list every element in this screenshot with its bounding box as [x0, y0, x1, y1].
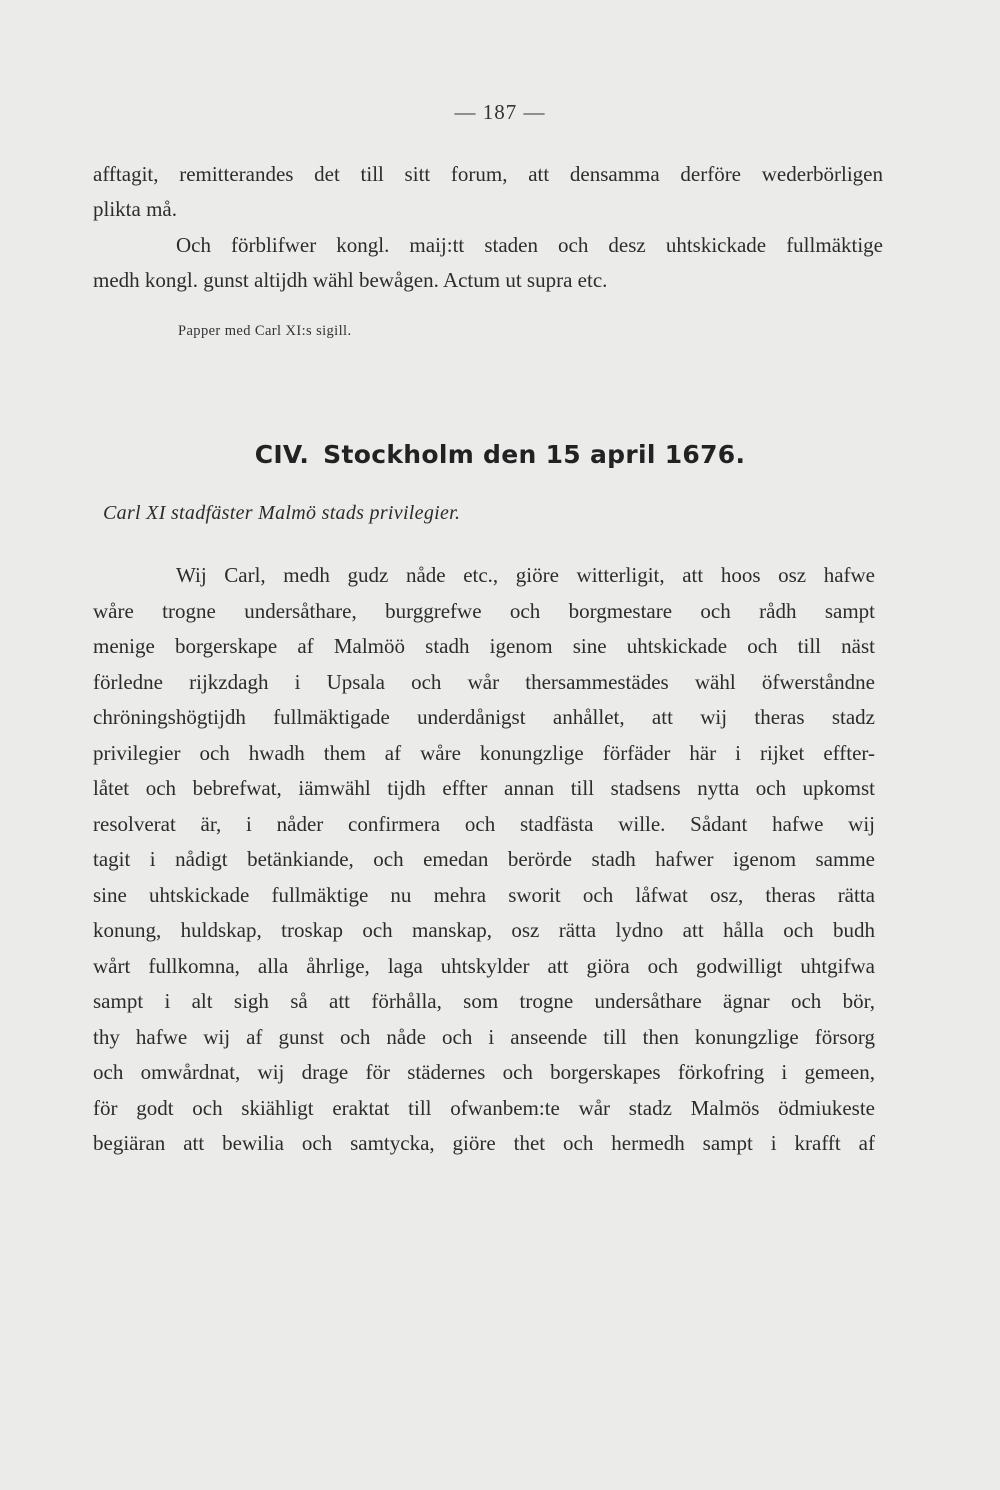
body-paragraph — [93, 558, 875, 1162]
text-line: sampt i alt sigh så att förhålla, som trogne undersåthare ägnar och bör, — [93, 989, 875, 1013]
text-line: begiäran att bewilia och samtycka, giöre thet och hermedh sampt i krafft af — [93, 1131, 875, 1155]
text-line: afftagit, remitterandes det till sitt forum, att densamma derföre wederbörligen — [93, 162, 883, 186]
document-heading — [0, 440, 1000, 469]
text-line: plikta må. — [93, 196, 177, 221]
text-line: medh kongl. gunst altijdh wähl bewågen. Actum ut supra etc. — [93, 267, 608, 292]
text-line: Och förblifwer kongl. maij:tt staden och desz uhtskickade fullmäktige — [176, 233, 883, 257]
text-line: för godt och skiähligt eraktat till ofwanbem:te wår stadz Malmös ödmiukeste — [93, 1095, 875, 1120]
document-place-date: Stockholm den 15 april 1676. — [323, 440, 746, 469]
text-line: förledne rijkzdagh i Upsala och wår thersammestädes wähl öfwerståndne — [93, 669, 875, 694]
document-number: CIV. — [254, 440, 310, 469]
text-line: och omwårdnat, wij drage för städernes och borgerskapes förkofring i gemeen, — [93, 1060, 875, 1084]
text-line: wårt fullkomna, alla åhrlige, laga uhtskylder att giöra och godwilligt uhtgifwa — [93, 953, 875, 978]
text-line: sine uhtskickade fullmäktige nu mehra sworit och låfwat osz, theras rätta — [93, 882, 875, 907]
document-summary: Carl XI stadfäster Malmö stads privilegier. — [103, 502, 461, 524]
text-line: konung, huldskap, troskap och manskap, osz rätta lydno att hålla och budh — [93, 918, 875, 942]
source-note: Papper med Carl XI:s sigill. — [178, 323, 352, 339]
continuation-paragraph — [93, 157, 883, 226]
text-line: låtet och bebrefwat, iämwähl tijdh effter annan till stadsens nytta och upkomst — [93, 776, 875, 800]
text-line: thy hafwe wij af gunst och nåde och i anseende till then konungzlige försorg — [93, 1024, 875, 1049]
page-number: — 187 — — [454, 100, 546, 124]
text-line: wåre trogne undersåthare, burggrefwe och borgmestare och rådh sampt — [93, 598, 875, 623]
text-line: chröningshögtijdh fullmäktigade underdånigst anhållet, att wij theras stadz — [93, 705, 875, 729]
text-line: privilegier och hwadh them af wåre konungzlige förfäder här i rijket effter- — [93, 740, 875, 765]
text-line: Wij Carl, medh gudz nåde etc., giöre witterligit, att hoos osz hafwe — [176, 563, 875, 587]
closing-paragraph — [93, 228, 883, 297]
text-line: tagit i nådigt betänkiande, och emedan berörde stadh hafwer igenom samme — [93, 847, 875, 871]
text-line: resolverat är, i nåder confirmera och stadfästa wille. Sådant hafwe wij — [93, 811, 875, 836]
text-line: menige borgerskape af Malmöö stadh igenom sine uhtskickade och till näst — [93, 634, 875, 658]
